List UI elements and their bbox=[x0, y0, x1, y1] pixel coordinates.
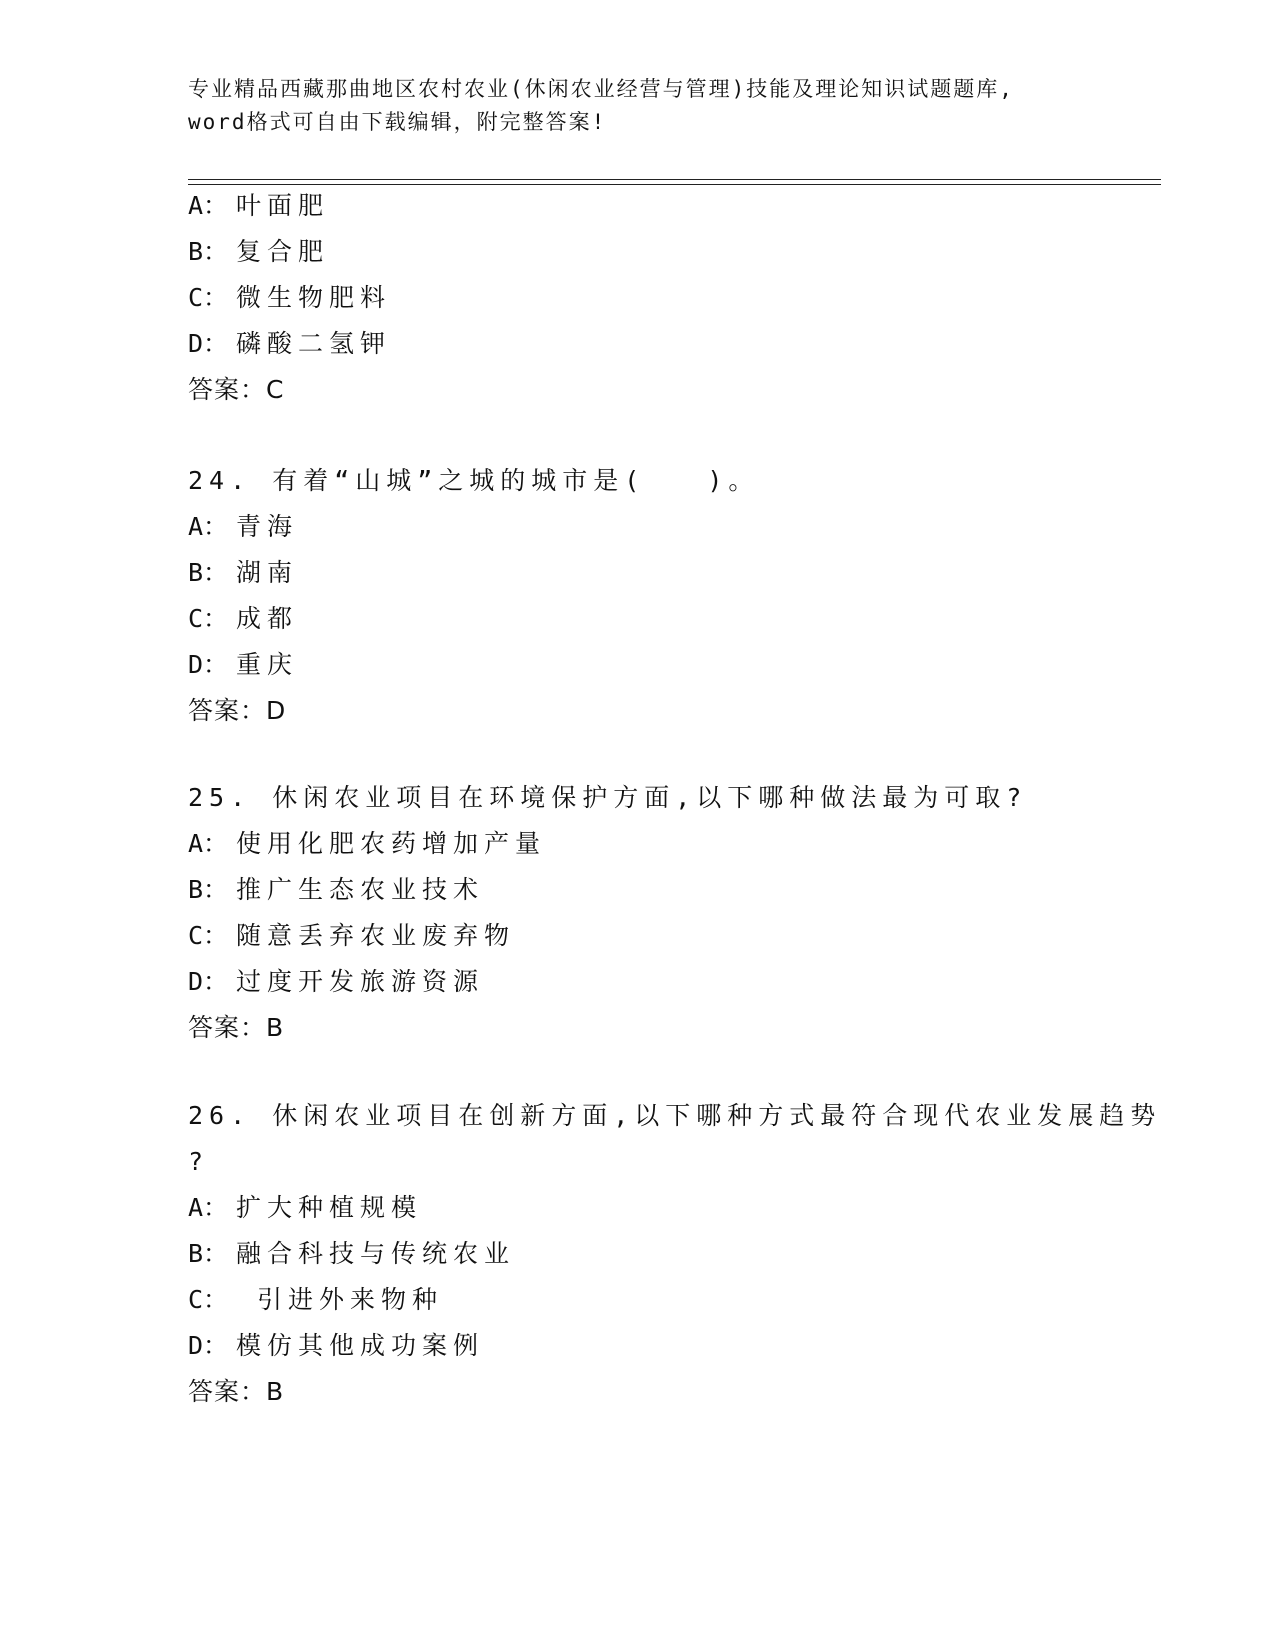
option-d bbox=[188, 321, 1088, 367]
option-text: 青海 bbox=[236, 512, 299, 541]
option-label: B： bbox=[188, 237, 229, 266]
question-24 bbox=[188, 458, 1088, 734]
option-text: 成都 bbox=[236, 604, 299, 633]
option-label: A： bbox=[188, 191, 229, 220]
option-a bbox=[188, 183, 1088, 229]
option-text: 微生物肥料 bbox=[236, 283, 392, 312]
question-25 bbox=[188, 775, 1088, 1051]
header-title-line-2: word格式可自由下载编辑，附完整答案! bbox=[188, 110, 607, 134]
option-text: 随意丢弃农业废弃物 bbox=[236, 921, 516, 950]
option-a bbox=[188, 821, 1088, 867]
option-text: 模仿其他成功案例 bbox=[236, 1331, 485, 1360]
option-label: C： bbox=[188, 283, 229, 312]
option-a bbox=[188, 1185, 1088, 1231]
option-label: D： bbox=[188, 1331, 229, 1360]
option-d bbox=[188, 642, 1088, 688]
option-text: 重庆 bbox=[236, 650, 299, 679]
answer-value: B bbox=[266, 1013, 284, 1042]
option-label: C： bbox=[188, 1285, 229, 1314]
answer-value: B bbox=[266, 1377, 284, 1406]
question-26 bbox=[188, 1093, 1162, 1415]
option-c bbox=[188, 596, 1088, 642]
option-label: C： bbox=[188, 921, 229, 950]
option-text: 推广生态农业技术 bbox=[236, 875, 485, 904]
question-stem: 25. 休闲农业项目在环境保护方面,以下哪种做法最为可取? bbox=[188, 783, 1028, 812]
option-text: 复合肥 bbox=[236, 237, 330, 266]
option-text: 扩大种植规模 bbox=[236, 1193, 423, 1222]
option-text: 引进外来物种 bbox=[236, 1285, 444, 1314]
header-divider-top bbox=[188, 179, 1161, 180]
option-label: A： bbox=[188, 1193, 229, 1222]
option-c bbox=[188, 275, 1088, 321]
answer-label: 答案： bbox=[188, 1377, 267, 1406]
option-label: D： bbox=[188, 967, 229, 996]
question-stem-continuation: ? bbox=[188, 1147, 210, 1176]
option-d bbox=[188, 1323, 1088, 1369]
option-text: 磷酸二氢钾 bbox=[236, 329, 392, 358]
answer-line bbox=[188, 1005, 1088, 1051]
option-d bbox=[188, 959, 1088, 1005]
option-b bbox=[188, 1231, 1088, 1277]
option-label: D： bbox=[188, 650, 229, 679]
option-c bbox=[188, 913, 1088, 959]
option-a bbox=[188, 504, 1088, 550]
option-label: A： bbox=[188, 512, 229, 541]
option-text: 过度开发旅游资源 bbox=[236, 967, 485, 996]
answer-label: 答案： bbox=[188, 1013, 267, 1042]
option-text: 湖南 bbox=[236, 558, 299, 587]
option-text: 叶面肥 bbox=[236, 191, 330, 220]
option-label: D： bbox=[188, 329, 229, 358]
question-stem: 24. 有着“山城”之城的城市是( )。 bbox=[188, 466, 760, 495]
answer-value: C bbox=[266, 375, 284, 404]
answer-label: 答案： bbox=[188, 375, 267, 404]
option-label: B： bbox=[188, 875, 229, 904]
option-text: 使用化肥农药增加产量 bbox=[236, 829, 547, 858]
answer-line bbox=[188, 1369, 1088, 1415]
option-b bbox=[188, 229, 1088, 275]
option-label: B： bbox=[188, 558, 229, 587]
option-text: 融合科技与传统农业 bbox=[236, 1239, 516, 1268]
answer-line bbox=[188, 367, 1088, 413]
option-b bbox=[188, 867, 1088, 913]
answer-label: 答案： bbox=[188, 696, 267, 725]
document-header bbox=[188, 73, 1088, 139]
header-title-line-1: 专业精品西藏那曲地区农村农业(休闲农业经营与管理)技能及理论知识试题题库, bbox=[188, 77, 1014, 101]
answer-line bbox=[188, 688, 1088, 734]
option-label: C： bbox=[188, 604, 229, 633]
option-label: A： bbox=[188, 829, 229, 858]
question-23 bbox=[188, 183, 1088, 413]
question-stem: 26. 休闲农业项目在创新方面,以下哪种方式最符合现代农业发展趋势 bbox=[188, 1101, 1162, 1130]
option-label: B： bbox=[188, 1239, 229, 1268]
option-b bbox=[188, 550, 1088, 596]
answer-value: D bbox=[266, 696, 286, 725]
option-c bbox=[188, 1277, 1088, 1323]
